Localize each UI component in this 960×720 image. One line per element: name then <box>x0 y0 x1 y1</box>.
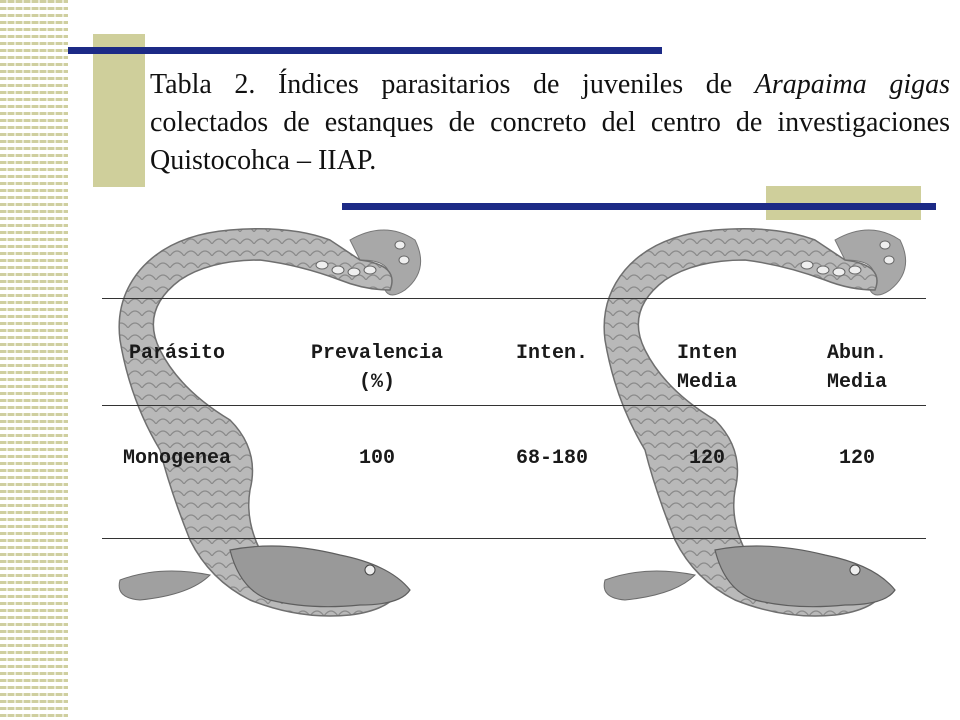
top-accent-bar <box>68 47 662 54</box>
table-bottom-rule <box>102 538 926 539</box>
left-stripe-decoration <box>0 0 68 720</box>
table-header-rule <box>102 405 926 406</box>
table-cell-intensidad-media: 120 <box>688 447 725 470</box>
table-top-rule <box>102 298 926 299</box>
column-header-parasito: Parásito <box>128 342 225 365</box>
slide-title <box>150 66 950 180</box>
table-cell-intensidad: 68-180 <box>515 447 588 470</box>
parasite-index-table <box>102 298 926 540</box>
title-species-name: Arapaima gigas <box>754 69 950 100</box>
column-header-intensidad: Inten. <box>515 342 588 365</box>
bottom-accent-bar <box>342 203 936 210</box>
column-header-prevalencia: Prevalencia (%) <box>310 342 444 394</box>
title-text: Tabla 2. Índices parasitarios de juveniles de <box>150 69 755 100</box>
column-header-intensidad-media: Inten Media <box>676 342 737 394</box>
column-header-abundancia-media: Abun. Media <box>826 342 887 394</box>
table-cell-prevalencia: 100 <box>358 447 395 470</box>
top-accent-block <box>93 34 145 187</box>
table-cell-abundancia-media: 120 <box>838 447 875 470</box>
title-text-continued: colectados de estanques de concreto del centro de investigaciones Quistocohca – IIAP. <box>150 107 950 176</box>
table-cell-parasito: Monogenea <box>122 447 232 470</box>
